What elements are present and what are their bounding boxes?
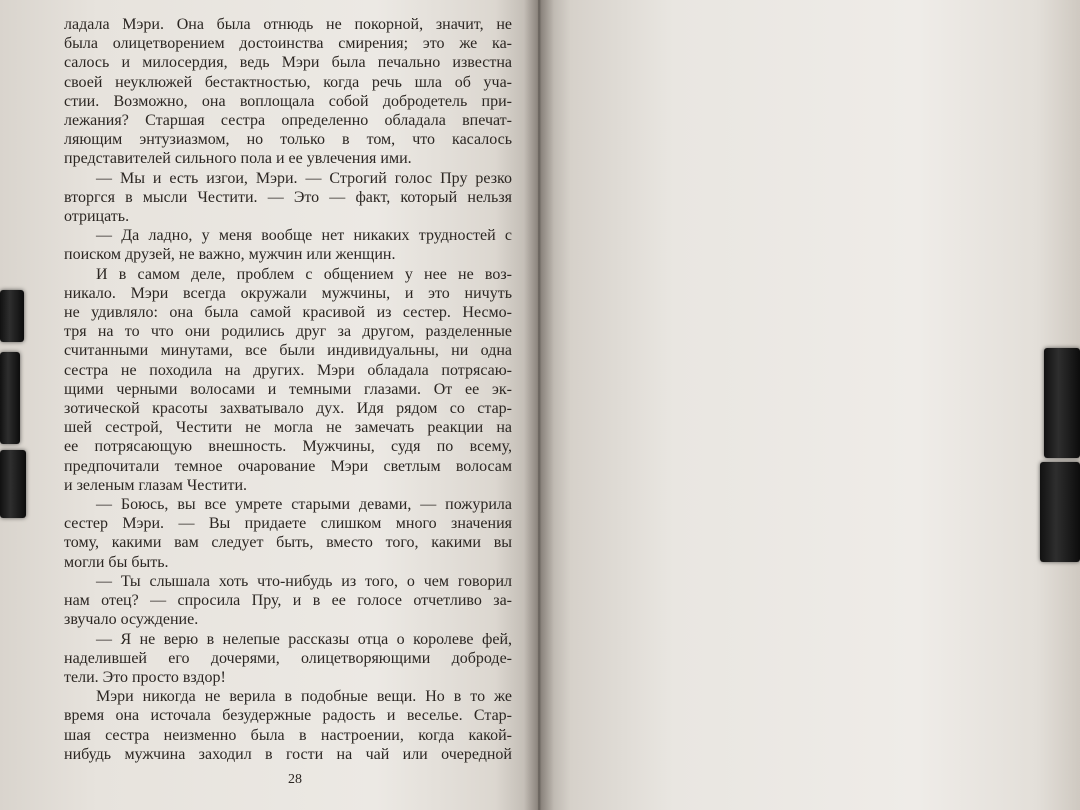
text-line: никало. Мэри всегда окружали мужчины, и это ничуть [64, 284, 512, 302]
text-line: вторгся в мысли Честити. — Это — факт, который нельзя [64, 188, 512, 206]
text-line: и зеленым глазам Честити. [64, 476, 247, 494]
text-line: стии. Возможно, она воплощала собой добродетель при- [64, 92, 512, 110]
text-line: Мэри никогда не верила в подобные вещи. Но в то же [96, 688, 512, 706]
text-line: нибудь мужчина заходил в гости на чай или очередной [64, 745, 512, 763]
text-line: отрицать. [64, 208, 130, 226]
text-line: наделившей его дочерями, олицетворяющими доброде- [64, 649, 512, 667]
text-line: поиском друзей, не важно, мужчин или женщин. [64, 246, 396, 264]
binder-clip [1044, 348, 1080, 458]
text-line: тели. Это просто вздор! [64, 668, 226, 686]
text-line: время она источала безудержные радость и веселье. Стар- [64, 707, 512, 725]
binder-clip [0, 352, 20, 444]
text-line: считанными минутами, все были индивидуальны, ни одна [64, 342, 512, 360]
text-line: ляющим энтузиазмом, но только в том, что касалось [64, 131, 512, 149]
text-line: — Ты слышала хоть что-нибудь из того, о чем говорил [96, 572, 512, 590]
text-line: звучало осуждение. [64, 611, 199, 629]
text-line: предпочитали темное очарование Мэри светлым волосам [64, 457, 512, 475]
text-line: — Мы и есть изгои, Мэри. — Строгий голос Пру резко [96, 169, 512, 187]
text-line: сестра не походила на других. Мэри обладала потрясаю- [64, 361, 512, 379]
text-line: могли бы быть. [64, 553, 169, 571]
right-page [538, 0, 1080, 810]
text-line: тому, какими вам следует быть, вместо того, какими вы [64, 534, 512, 552]
text-line: своей неуклюжей бестактностью, когда речь шла об уча- [64, 73, 512, 91]
binder-clip [0, 450, 26, 518]
text-line: ее потрясающую внешность. Мужчины, судя по всему, [64, 438, 512, 456]
binder-clip [0, 290, 24, 342]
text-line: — Боюсь, вы все умрете старыми девами, — пожурила [96, 496, 512, 514]
text-line: — Да ладно, у меня вообще нет никаких трудностей с [96, 227, 512, 245]
left-page-number: 28 [288, 772, 302, 787]
text-line: щими черными волосами и темными глазами. От ее эк- [64, 380, 512, 398]
text-line: представителей сильного пола и ее увлечения ими. [64, 150, 412, 168]
book-spine-shadow [524, 0, 554, 810]
text-line: ладала Мэри. Она была отнюдь не покорной, значит, не [64, 16, 512, 33]
text-line: нам отец? — спросила Пру, и в ее голосе отчетливо за- [64, 592, 512, 610]
text-line: зотической красоты захватывало дух. Идя рядом со стар- [64, 400, 512, 418]
text-line: шая сестра неизменно была в настроении, когда какой- [64, 726, 512, 744]
text-line: была олицетворением достоинства смирения; это же ка- [64, 35, 512, 53]
text-line: не удивляло: она была самой красивой из сестер. Несмо- [64, 304, 512, 322]
text-line: — Я не верю в нелепые рассказы отца о королеве фей, [96, 630, 512, 648]
binder-clip [1040, 462, 1080, 562]
left-page [0, 0, 538, 810]
text-line: сестер Мэри. — Вы придаете слишком много значения [64, 515, 512, 533]
text-line: И в самом деле, проблем с общением у нее не воз- [96, 265, 512, 283]
left-page-text [64, 15, 512, 764]
text-line: тря на то что они родились друг за другом, разделенные [64, 323, 512, 341]
text-line: шей сестрой, Честити не могла не замечать реакции на [64, 419, 512, 437]
text-line: лежания? Старшая сестра определенно обладала впечат- [64, 112, 512, 130]
text-line: салось и милосердия, ведь Мэри была печально известна [64, 54, 512, 72]
